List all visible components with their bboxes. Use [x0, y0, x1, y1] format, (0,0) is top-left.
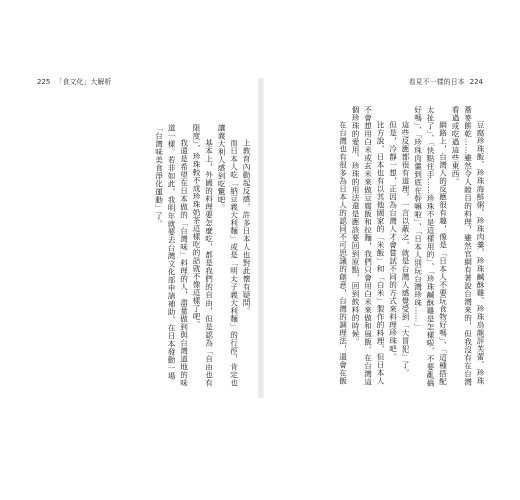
left-paragraph-4: 我還是希望在日本做的「台灣味」料理的人，盡量做到與台灣道地的味道一樣。若非如此，我明年就要去台灣文化部申請補助，在日本發動一場「台灣味美食淨化運動」了。: [154, 124, 189, 388]
right-paragraph-6: 在台灣也有很多為日本人的認同不可思議的創意，台灣的調理法，還會在飯: [338, 121, 348, 386]
left-page-body: [42, 124, 252, 388]
left-page-header: [32, 78, 111, 87]
right-page-header: [409, 78, 488, 87]
right-running-title: 看見不一樣的日本: [408, 78, 465, 86]
left-page: [28, 78, 258, 398]
left-page-number: 225: [37, 78, 51, 86]
right-page: [264, 78, 492, 398]
right-page-body: [272, 106, 486, 388]
right-paragraph-2: 網路上，台灣人的反應很有趣，像是「日本人不要玩食物好嗎」、「這種搭配太扯了」、「快點住手……珍珠不是這樣用的」、「珍珠鹹酥雞是怎樣啦，不要亂搞好嗎」、「珍珠肉羹到底在幹嘛啦」、「日本人別玩台灣珍珠……」: [413, 106, 448, 387]
right-paragraph-5: 比方說，日本也有以其他國家的「米飯」和「白米」製作的料理，但日本人不會想用白米或玄米來做豆腐飯和拉麵，我們只會用白米來做和風飯。在台灣這個珍珠的愛用，珍珠的用法還是應該要回到原點，回到飲料的時候。: [351, 106, 385, 386]
right-page-number: 224: [469, 78, 483, 86]
right-paragraph-1: 豆腐珍珠飯、珍珠海鮮粥、珍珠肉羹、珍珠鹹酥雞、珍珠烏龍評芙蕾、珍珠蕎麥餅乾……雖然令人瞠目的料理，雖然官網有著說台灣來的，但我沒有在台灣看過或吃過這些東西。: [451, 106, 485, 386]
left-paragraph-2: 而日本人吃「納豆義大利麵」或是「明太子義大利麵」的行徑，肯定也讓義大利人感到吃驚吧。: [217, 124, 239, 388]
left-paragraph-1: 上教育內動起反感，許多日本人也對此懷有疑問。: [242, 139, 251, 316]
left-paragraph-3: 基本上，外國的料理要怎麼吃，都是我們的自由，但是認為「自由也有限度」，珍珠較不成珍珠奶茶這樣吃的話就不像這樣了吧。: [192, 124, 214, 388]
right-paragraph-3: 這些反應都很有道理，一言以蔽之，就是台灣人感覺受到「大冒犯」了。: [401, 121, 410, 378]
left-running-title: 「食文化」大解析: [55, 78, 112, 86]
right-paragraph-4: 但是，冷靜一想，正因為台灣人才會嘗試不同的方式來料理珍珠吧。: [388, 121, 398, 362]
